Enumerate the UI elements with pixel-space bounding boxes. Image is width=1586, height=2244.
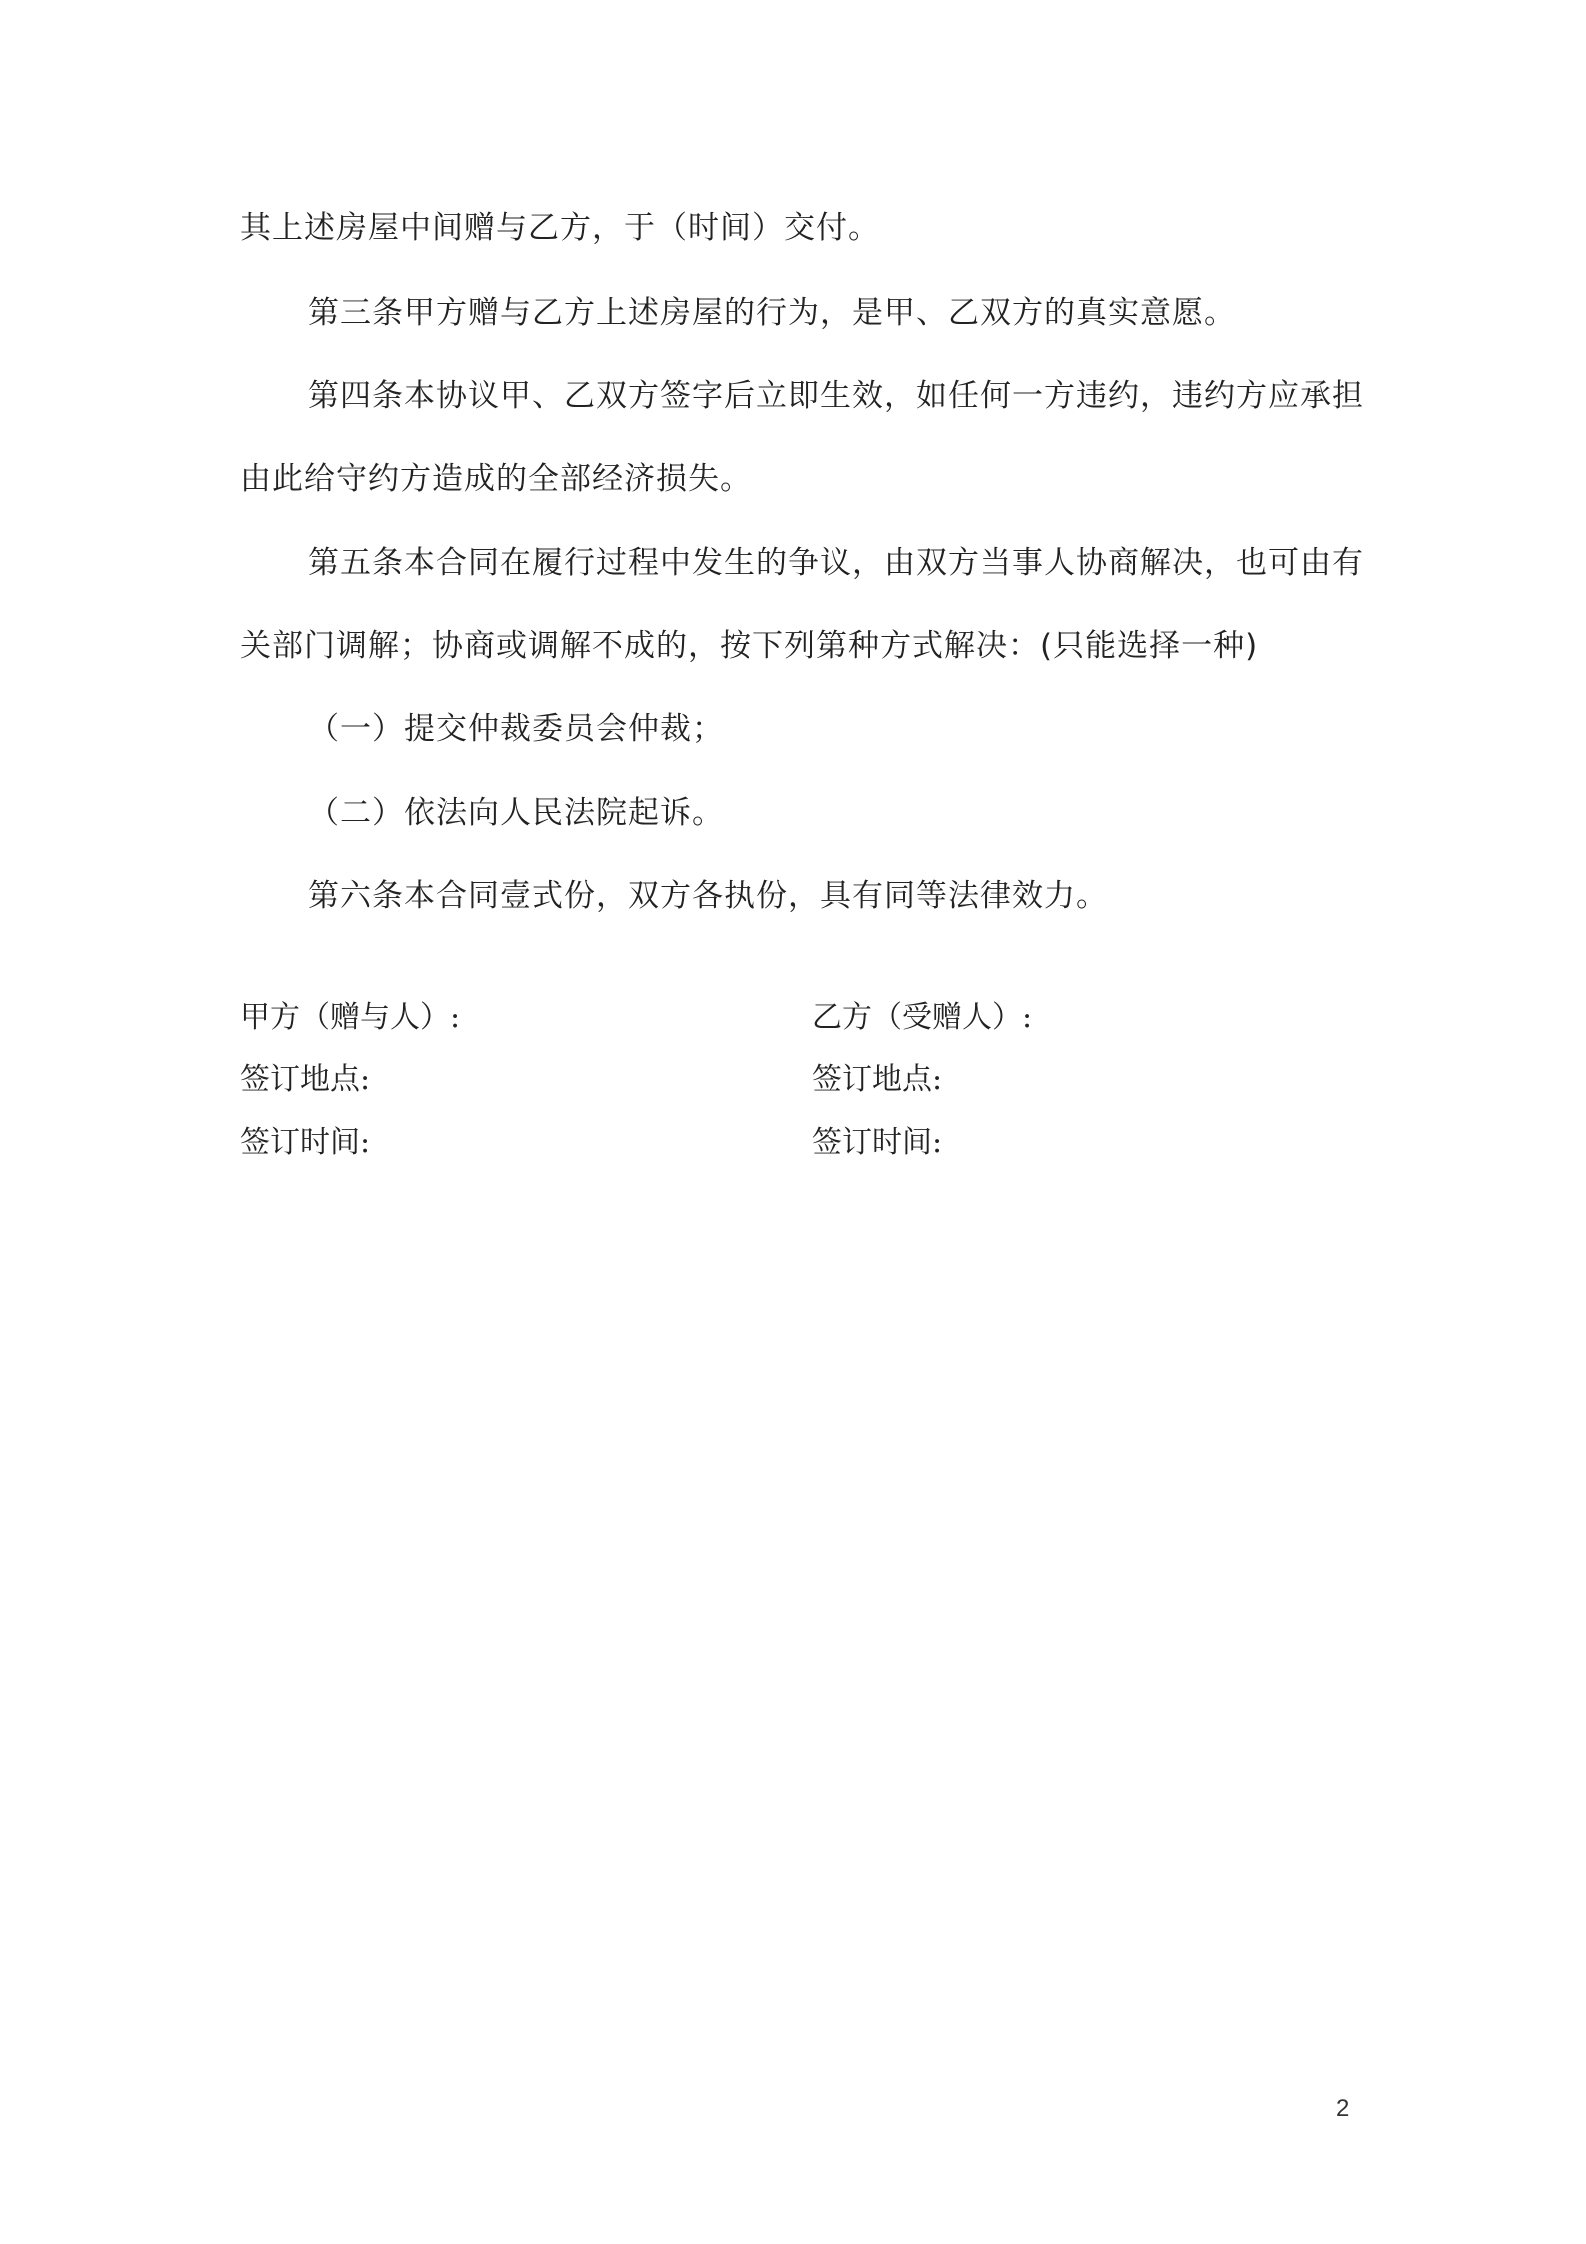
signing-time-b: 签订时间: <box>812 1125 943 1160</box>
article-4-line-2: 由此给守约方造成的全部经济损失。 <box>240 461 752 497</box>
signing-place-b: 签订地点: <box>812 1062 943 1097</box>
article-3: 第三条甲方赠与乙方上述房屋的行为，是甲、乙双方的真实意愿。 <box>308 295 1236 331</box>
article-5-line-1: 第五条本合同在履行过程中发生的争议，由双方当事人协商解决，也可由有 <box>308 545 1364 581</box>
party-a-label: 甲方（赠与人）: <box>240 1000 461 1035</box>
party-b-label: 乙方（受赠人）: <box>812 1000 1033 1035</box>
article-6: 第六条本合同壹式份，双方各执份，具有同等法律效力。 <box>308 878 1108 914</box>
paragraph-line-1: 其上述房屋中间赠与乙方，于（时间）交付。 <box>240 210 880 246</box>
page-number: 2 <box>1336 2095 1350 2122</box>
option-2: （二）依法向人民法院起诉。 <box>308 795 724 831</box>
article-5-line-2: 关部门调解；协商或调解不成的，按下列第种方式解决：(只能选择一种) <box>240 628 1259 664</box>
signing-time-a: 签订时间: <box>240 1125 371 1160</box>
option-1: （一）提交仲裁委员会仲裁； <box>308 711 724 747</box>
article-4-line-1: 第四条本协议甲、乙双方签字后立即生效，如任何一方违约，违约方应承担 <box>308 378 1364 414</box>
signing-place-a: 签订地点: <box>240 1062 371 1097</box>
